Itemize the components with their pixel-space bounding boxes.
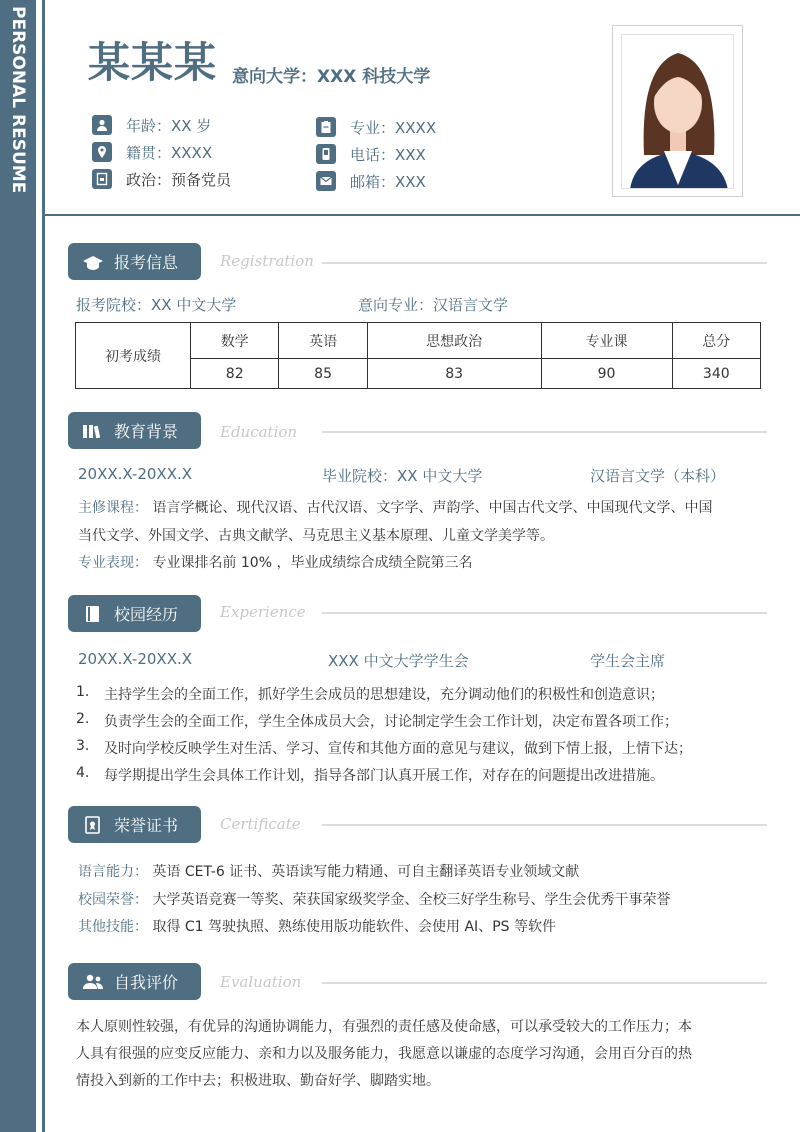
performance-line: [78, 549, 472, 577]
section-title: 教育背景: [114, 422, 179, 441]
info-phone: [316, 143, 426, 165]
section-en-title: Experience: [220, 603, 306, 621]
phone-text: 电话：XXX: [350, 145, 426, 164]
target-major: 意向专业：汉语言文学: [358, 296, 509, 314]
section-evaluation-tag: [68, 963, 201, 1000]
evaluation-line-2: 人具有很强的应变反应能力、亲和力以及服务能力，我愿意以谦虚的态度学习沟通，会用百分百的热: [76, 1046, 692, 1062]
list-item: 3. 及时向学校反映学生对生活、学习、宣传和其他方面的意见与建议，做到下情上报，上情下达；: [76, 738, 692, 757]
honor-line: 校园荣誉： 大学英语竞赛一等奖、荣获国家级奖学金、全校三好学生称号、学生会优秀干事荣誉: [78, 892, 671, 908]
language-line: 语言能力： 英语 CET-6 证书、英语读写能力精通、可自主翻译英语专业领域文献: [78, 864, 580, 880]
sidebar-divider: [42, 0, 45, 1132]
score-row-label: 初考成绩: [76, 323, 191, 389]
section-rule: [322, 612, 767, 614]
section-certificate-tag: [68, 806, 201, 843]
info-email: [316, 170, 426, 192]
list-item: 1. 主持学生会的全面工作，抓好学生会成员的思想建设，充分调动他们的积极性和创造意识；: [76, 684, 664, 703]
book-icon: [82, 605, 104, 623]
degree: 汉语言文学（本科）: [590, 467, 726, 485]
section-rule: [322, 262, 767, 264]
intended-university: 意向大学：XXX 科技大学: [232, 67, 431, 87]
avatar: [621, 34, 734, 189]
email-text: 邮箱：XXX: [350, 172, 426, 191]
section-en-title: Education: [220, 423, 298, 441]
subject-header: 总分: [672, 323, 760, 359]
score-table: [75, 322, 761, 389]
courses-text: 语言学概论、现代汉语、古代汉语、文字学、声韵学、中国古代文学、中国现代文学、中国: [152, 500, 713, 516]
score-cell: 340: [672, 359, 760, 389]
info-age: [92, 114, 211, 136]
subject-header: 思想政治: [367, 323, 541, 359]
graduation-cap-icon: [82, 253, 104, 271]
sidebar-band: [0, 0, 36, 1132]
subject-header: 英语: [279, 323, 367, 359]
info-hometown: [92, 141, 212, 163]
subject-header: 专业课: [541, 323, 672, 359]
info-major: [316, 116, 436, 138]
location-pin-icon: [92, 142, 112, 162]
performance-text: 专业课排名前 10% ，毕业成绩综合成绩全院第三名: [152, 555, 473, 571]
skills-line: 其他技能： 取得 C1 驾驶执照、熟练使用版功能软件、会使用 AI、PS 等软件: [78, 919, 556, 935]
section-en-title: Registration: [220, 252, 314, 270]
graduate-school: 毕业院校：XX 中文大学: [322, 467, 483, 485]
education-period: 20XX.X-20XX.X: [78, 465, 193, 483]
section-en-title: Evaluation: [220, 973, 302, 991]
score-cell: 85: [279, 359, 367, 389]
section-experience-tag: [68, 595, 201, 632]
experience-period: 20XX.X-20XX.X: [78, 650, 193, 668]
section-en-title: Certificate: [220, 815, 301, 833]
section-title: 自我评价: [114, 973, 179, 992]
score-cell: 90: [541, 359, 672, 389]
experience-role: 学生会主席: [590, 652, 666, 670]
section-education-tag: [68, 412, 201, 449]
target-school: 报考院校：XX 中文大学: [76, 296, 237, 314]
sidebar-title: PERSONAL RESUME: [8, 6, 28, 194]
section-title: 荣誉证书: [114, 816, 179, 835]
badge-icon: [92, 169, 112, 189]
evaluation-line-1: 本人原则性较强，有优异的沟通协调能力，有强烈的责任感及使命感，可以承受较大的工作压力；本: [76, 1019, 692, 1035]
courses-line-2: 当代文学、外国文学、古典文献学、马克思主义基本原理、儿童文学美学等。: [78, 528, 554, 544]
courses-label: 主修课程：: [78, 500, 148, 516]
list-item: 2. 负责学生会的全面工作，学生全体成员大会，讨论制定学生会工作计划，决定布置各项工作；: [76, 711, 678, 730]
clipboard-icon: [316, 117, 336, 137]
header-divider: [45, 214, 800, 216]
section-registration-tag: [68, 243, 201, 280]
books-icon: [82, 422, 104, 440]
mail-icon: [316, 171, 336, 191]
age-text: 年龄：XX 岁: [126, 116, 212, 135]
section-title: 校园经历: [114, 605, 179, 624]
courses-line-1: [78, 494, 712, 522]
resume-name: 某某某: [88, 38, 218, 87]
people-icon: [82, 973, 104, 991]
section-title: 报考信息: [114, 253, 179, 272]
phone-icon: [316, 144, 336, 164]
person-icon: [92, 115, 112, 135]
score-cell: 82: [191, 359, 279, 389]
info-politics: [92, 168, 231, 190]
certificate-icon: [82, 816, 104, 834]
experience-org: XXX 中文大学学生会: [328, 652, 469, 670]
section-rule: [322, 824, 767, 826]
section-rule: [322, 982, 767, 984]
profile-photo-frame: [612, 25, 743, 197]
evaluation-line-3: 情投入到新的工作中去；积极进取、勤奋好学、脚踏实地。: [76, 1073, 440, 1089]
hometown-text: 籍贯：XXXX: [126, 143, 213, 162]
major-text: 专业：XXXX: [350, 118, 437, 137]
score-cell: 83: [367, 359, 541, 389]
subject-header: 数学: [191, 323, 279, 359]
performance-label: 专业表现：: [78, 555, 148, 571]
list-item: 4. 每学期提出学生会具体工作计划，指导各部门认真开展工作，对存在的问题提出改进措施。: [76, 765, 664, 784]
politics-text: 政治：预备党员: [126, 170, 232, 189]
section-rule: [322, 431, 767, 433]
